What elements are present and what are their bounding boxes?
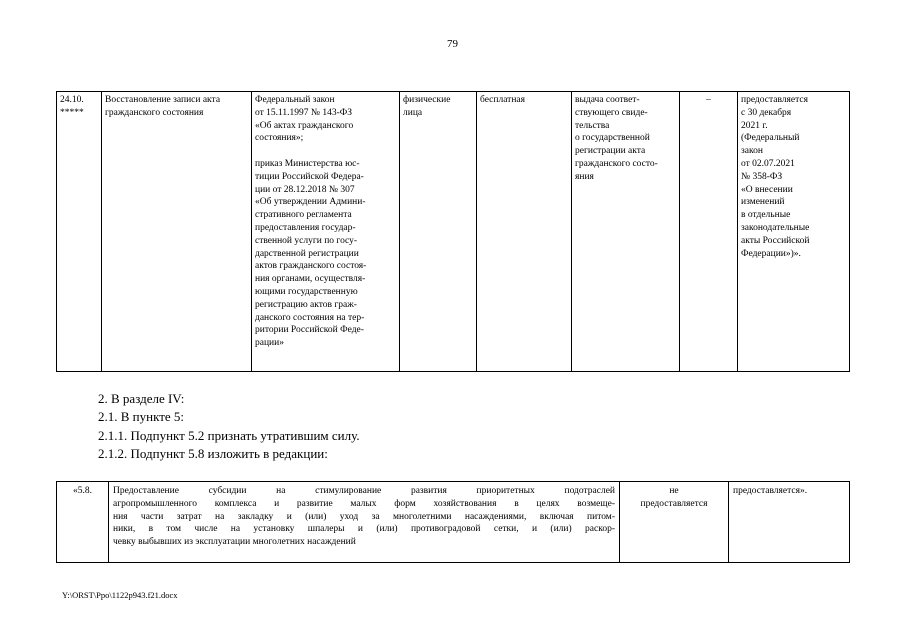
description-line: агропромышленного комплекса и развитие малых форм хозяйствования в целях возмеще- [113,498,615,509]
provided-cell: предоставляется с 30 декабря 2021 г. (Федеральный закон от 02.07.2021 № 358-ФЗ «О внесении изменений в отдельные законодательные акты Российской Федерации»)». [738,92,850,372]
subsidies-table-row-5-8 [56,481,850,563]
applicants-cell: физические лица [400,92,477,372]
table-row [57,92,850,372]
file-path-footer: Y:\ORST\Ppo\1122p943.f21.docx [62,590,178,600]
paragraph-subpoint-5-2: 2.1.1. Подпункт 5.2 признать утратившим силу. [98,428,360,443]
legal-basis-cell: Федеральный закон от 15.11.1997 № 143-ФЗ «Об актах гражданского состояния»; приказ Министерства юс- тиции Российской Федера- ции от 28.12.2018 № 307 «Об утверждении Админи- стративного регламента предоставления государ- ственной услуги по госу- дарственной регистрации актов гражданского состоя- ния органами, осуществля- ющими государственную регистрацию актов граж- данского состояния на тер- ритории Российской Феде- рации» [252,92,400,372]
page-number: 79 [447,38,458,50]
description-line: Предоставление субсидии на стимулирование развития приоритетных подотраслей [113,486,615,496]
description-line: ния части затрат на закладку и (или) уход за многолетними насаждениями, включая питом- [113,511,615,522]
cost-cell: бесплатная [477,92,572,372]
paragraph-point-5: 2.1. В пункте 5: [98,409,185,424]
dash-cell: – [680,92,738,372]
row-number-cell: «5.8. [57,482,109,563]
description-line: чевку выбывших из эксплуатации многолетних насаждений [113,537,356,548]
not-provided-cell: не предоставляется [620,482,729,563]
description-line: ники, в том числе на установку шпалеры и (или) противоградовой сетки, и (или) раскор- [113,524,615,535]
paragraph-subpoint-5-8: 2.1.2. Подпункт 5.8 изложить в редакции: [98,446,328,461]
paragraph-section-iv: 2. В разделе IV: [98,391,185,406]
provided-cell: предоставляется». [729,482,850,563]
table-row [57,482,850,563]
services-table-row-24-10 [56,91,850,372]
service-name-cell: Восстановление записи акта гражданского состояния [102,92,252,372]
row-number-cell: 24.10. ***** [57,92,102,372]
description-cell [109,482,620,563]
result-cell: выдача соответ- ствующего свиде- тельства о государственной регистрации акта гражданского состо- яния [572,92,680,372]
